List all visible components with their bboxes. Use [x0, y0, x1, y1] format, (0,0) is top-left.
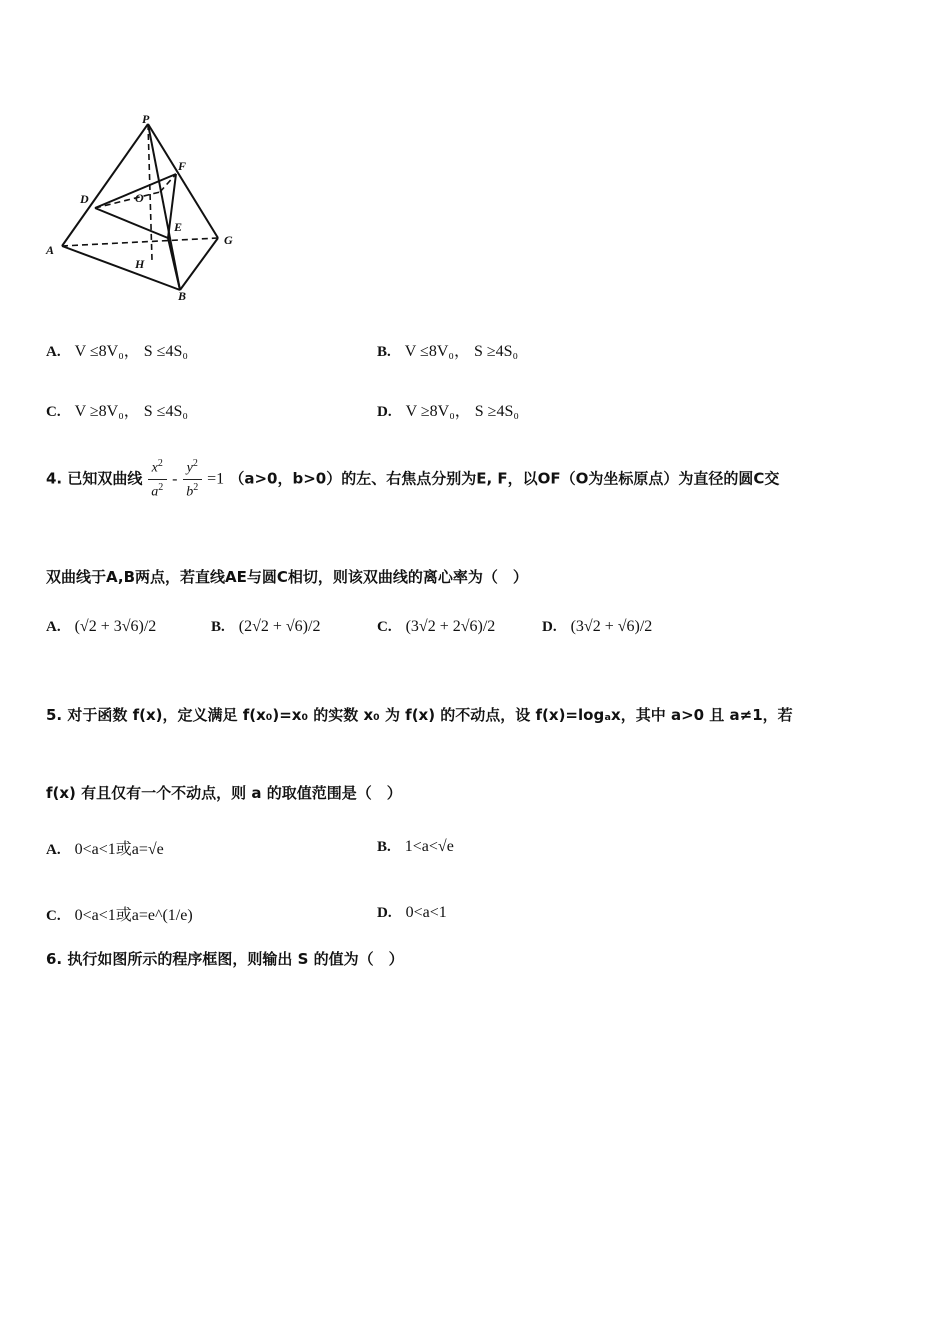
label-D: D	[80, 192, 89, 206]
label-F: F	[178, 159, 187, 173]
label-H: H	[135, 257, 145, 271]
q4-option-a[interactable]: A. (√2 + 3√6)/2	[46, 618, 157, 635]
q6-text: 6. 执行如图所示的程序框图，则输出 S 的值为（ ）	[46, 950, 404, 968]
label-P: P	[142, 112, 150, 126]
q5-line1: 5. 对于函数 f(x)，定义满足 f(x₀)=x₀ 的实数 x₀ 为 f(x) 的不动点，设 f(x)=logₐx，其中 a>0 且 a≠1，若	[46, 706, 793, 724]
label-B: B	[178, 289, 187, 303]
q5-option-c[interactable]: C. 0<a<1或a=e^(1/e)	[46, 907, 193, 924]
label-G: G	[224, 233, 233, 247]
q5-option-b[interactable]: B. 1<a<√e	[377, 838, 454, 855]
q3-option-a[interactable]: A. V ≤8V₀， S ≤4S₀	[46, 343, 188, 360]
label-A: A	[46, 243, 55, 257]
q4-option-c[interactable]: C. (3√2 + 2√6)/2	[377, 618, 496, 635]
q5-option-d[interactable]: D. 0<a<1	[377, 904, 447, 921]
q4-line1: 4. 已知双曲线 $\frac{x^2}{a^2}$ - $\frac{y^2}{b^2}$ =1 （a>0，b>0）的左、右焦点分别为E, F，以OF（O为坐标原点）为直径的圆C交	[46, 458, 780, 500]
q5-line2: f(x) 有且仅有一个不动点，则 a 的取值范围是（ ）	[46, 784, 402, 802]
q4-line2: 双曲线于A,B两点，若直线AE与圆C相切，则该双曲线的离心率为（ ）	[46, 568, 528, 586]
q3-option-d[interactable]: D. V ≥8V₀， S ≥4S₀	[377, 403, 519, 420]
q3-option-c[interactable]: C. V ≥8V₀， S ≤4S₀	[46, 403, 188, 420]
label-O: O	[135, 191, 144, 205]
hyperbola-y-term: $\frac{y^2}{b^2}$	[183, 458, 202, 500]
label-E: E	[174, 220, 183, 234]
pyramid-figure	[40, 110, 250, 310]
hyperbola-x-term: $\frac{x^2}{a^2}$	[148, 458, 167, 500]
q5-option-a[interactable]: A. 0<a<1或a=√e	[46, 841, 164, 858]
q4-option-b[interactable]: B. (2√2 + √6)/2	[211, 618, 321, 635]
q3-option-b[interactable]: B. V ≤8V₀， S ≥4S₀	[377, 343, 519, 360]
q4-option-d[interactable]: D. (3√2 + √6)/2	[542, 618, 653, 635]
